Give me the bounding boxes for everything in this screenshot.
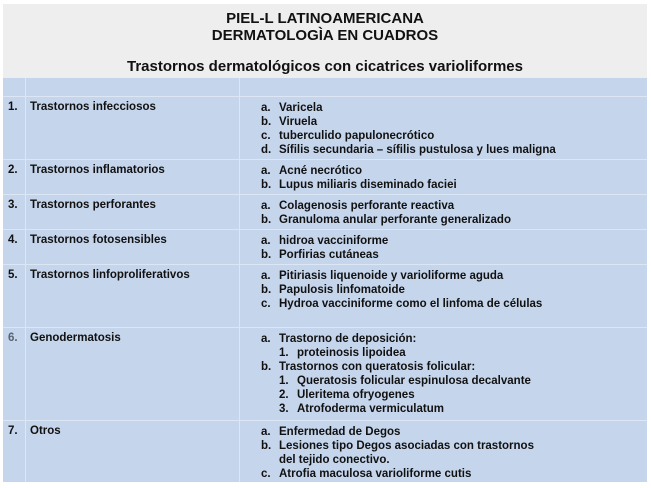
item-text: tuberculido papulonecrótico — [279, 130, 435, 142]
category-name: Trastornos linfoproliferativos — [30, 269, 190, 281]
item-text: Varicela — [279, 102, 323, 114]
item-marker: d. — [261, 144, 272, 156]
item-marker: b. — [261, 249, 272, 261]
item-text: Uleritema ofryogenes — [297, 389, 415, 401]
item-text: Trastorno de deposición: — [279, 333, 417, 345]
category-name: Otros — [30, 425, 61, 437]
list-item — [261, 248, 388, 262]
item-marker: 1. — [279, 375, 289, 387]
item-text: del tejido conectivo. — [279, 454, 390, 466]
item-text: Hydroa vacciniforme como el linfoma de células — [279, 298, 543, 310]
list-item — [261, 143, 556, 157]
list-item — [261, 164, 457, 178]
document-header — [3, 4, 647, 78]
item-marker: c. — [261, 298, 271, 310]
item-marker: b. — [261, 214, 272, 226]
list-item — [261, 213, 511, 227]
item-marker: a. — [261, 333, 271, 345]
list-item — [261, 234, 388, 248]
list-item — [261, 467, 534, 481]
item-marker: 1. — [279, 347, 289, 359]
item-text: Sífilis secundaria – sífilis pustulosa y lues maligna — [279, 144, 556, 156]
item-marker: a. — [261, 235, 271, 247]
item-text: Porfirias cutáneas — [279, 249, 379, 261]
table-row — [3, 159, 647, 195]
table-row — [3, 194, 647, 230]
title-line-1: PIEL-L LATINOAMERICANA — [226, 10, 424, 27]
item-text: proteinosis lipoidea — [297, 347, 406, 359]
list-item — [261, 101, 556, 115]
item-marker: 3. — [279, 403, 289, 415]
list-item — [261, 388, 531, 402]
item-marker: 2. — [279, 389, 289, 401]
item-text: Acné necrótico — [279, 165, 363, 177]
category-name: Genodermatosis — [30, 332, 121, 344]
table-subtitle: Trastornos dermatológicos con cicatrices varioliformes — [127, 58, 523, 75]
item-text: Enfermedad de Degos — [279, 426, 401, 438]
list-item — [261, 360, 531, 374]
item-list — [261, 164, 457, 192]
item-text: hidroa vacciniforme — [279, 235, 389, 247]
row-number: 7. — [8, 425, 18, 437]
item-marker: a. — [261, 200, 271, 212]
list-item — [261, 115, 556, 129]
list-item — [261, 439, 534, 453]
category-name: Trastornos inflamatorios — [30, 164, 165, 176]
table-row — [3, 96, 647, 160]
list-item — [261, 178, 457, 192]
row-number: 2. — [8, 164, 18, 176]
list-item — [261, 199, 511, 213]
row-number: 1. — [8, 101, 18, 113]
list-item — [261, 269, 542, 283]
list-item — [261, 453, 534, 467]
row-number: 3. — [8, 199, 18, 211]
list-item — [261, 332, 531, 346]
item-text: Lupus miliaris diseminado faciei — [279, 179, 457, 191]
list-item — [261, 425, 534, 439]
category-name: Trastornos fotosensibles — [30, 234, 167, 246]
item-list — [261, 332, 531, 416]
item-list — [261, 101, 556, 157]
item-text: Papulosis linfomatoide — [279, 284, 405, 296]
list-item — [261, 129, 556, 143]
title-line-2: DERMATOLOGÌA EN CUADROS — [211, 27, 439, 44]
item-list — [261, 234, 388, 262]
list-item — [261, 297, 542, 311]
category-name: Trastornos perforantes — [30, 199, 156, 211]
row-number: 5. — [8, 269, 18, 281]
list-item — [261, 283, 542, 297]
item-text: Colagenosis perforante reactiva — [279, 200, 455, 212]
item-text: Pitiriasis liquenoide y varioliforme aguda — [279, 270, 504, 282]
item-marker: a. — [261, 426, 271, 438]
list-item — [261, 402, 531, 416]
item-list — [261, 199, 511, 227]
item-text: Granuloma anular perforante generalizado — [279, 214, 511, 226]
item-marker: b. — [261, 440, 272, 452]
item-list — [261, 425, 534, 481]
item-list — [261, 269, 542, 311]
list-item — [261, 346, 531, 360]
item-text: Lesiones tipo Degos asociadas con trastornos — [279, 440, 534, 452]
item-marker: a. — [261, 165, 271, 177]
disorders-table — [3, 78, 647, 482]
category-name: Trastornos infecciosos — [30, 101, 156, 113]
item-marker: b. — [261, 179, 272, 191]
table-row — [3, 327, 647, 421]
item-text: Atrofia maculosa varioliforme cutis — [279, 468, 472, 480]
item-text: Viruela — [279, 116, 318, 128]
row-number: 6. — [8, 332, 18, 344]
table-row — [3, 229, 647, 265]
item-text: Atrofoderma vermiculatum — [297, 403, 444, 415]
item-text: Trastornos con queratosis folicular: — [279, 361, 476, 373]
list-item — [261, 374, 531, 388]
item-marker: a. — [261, 102, 271, 114]
item-marker: b. — [261, 284, 272, 296]
item-marker: b. — [261, 116, 272, 128]
item-text: Queratosis folicular espinulosa decalvante — [297, 375, 531, 387]
item-marker: b. — [261, 361, 272, 373]
row-number: 4. — [8, 234, 18, 246]
item-marker: c. — [261, 468, 271, 480]
item-marker: c. — [261, 130, 271, 142]
table-row — [3, 264, 647, 328]
table-row — [3, 420, 647, 483]
item-marker: a. — [261, 270, 271, 282]
